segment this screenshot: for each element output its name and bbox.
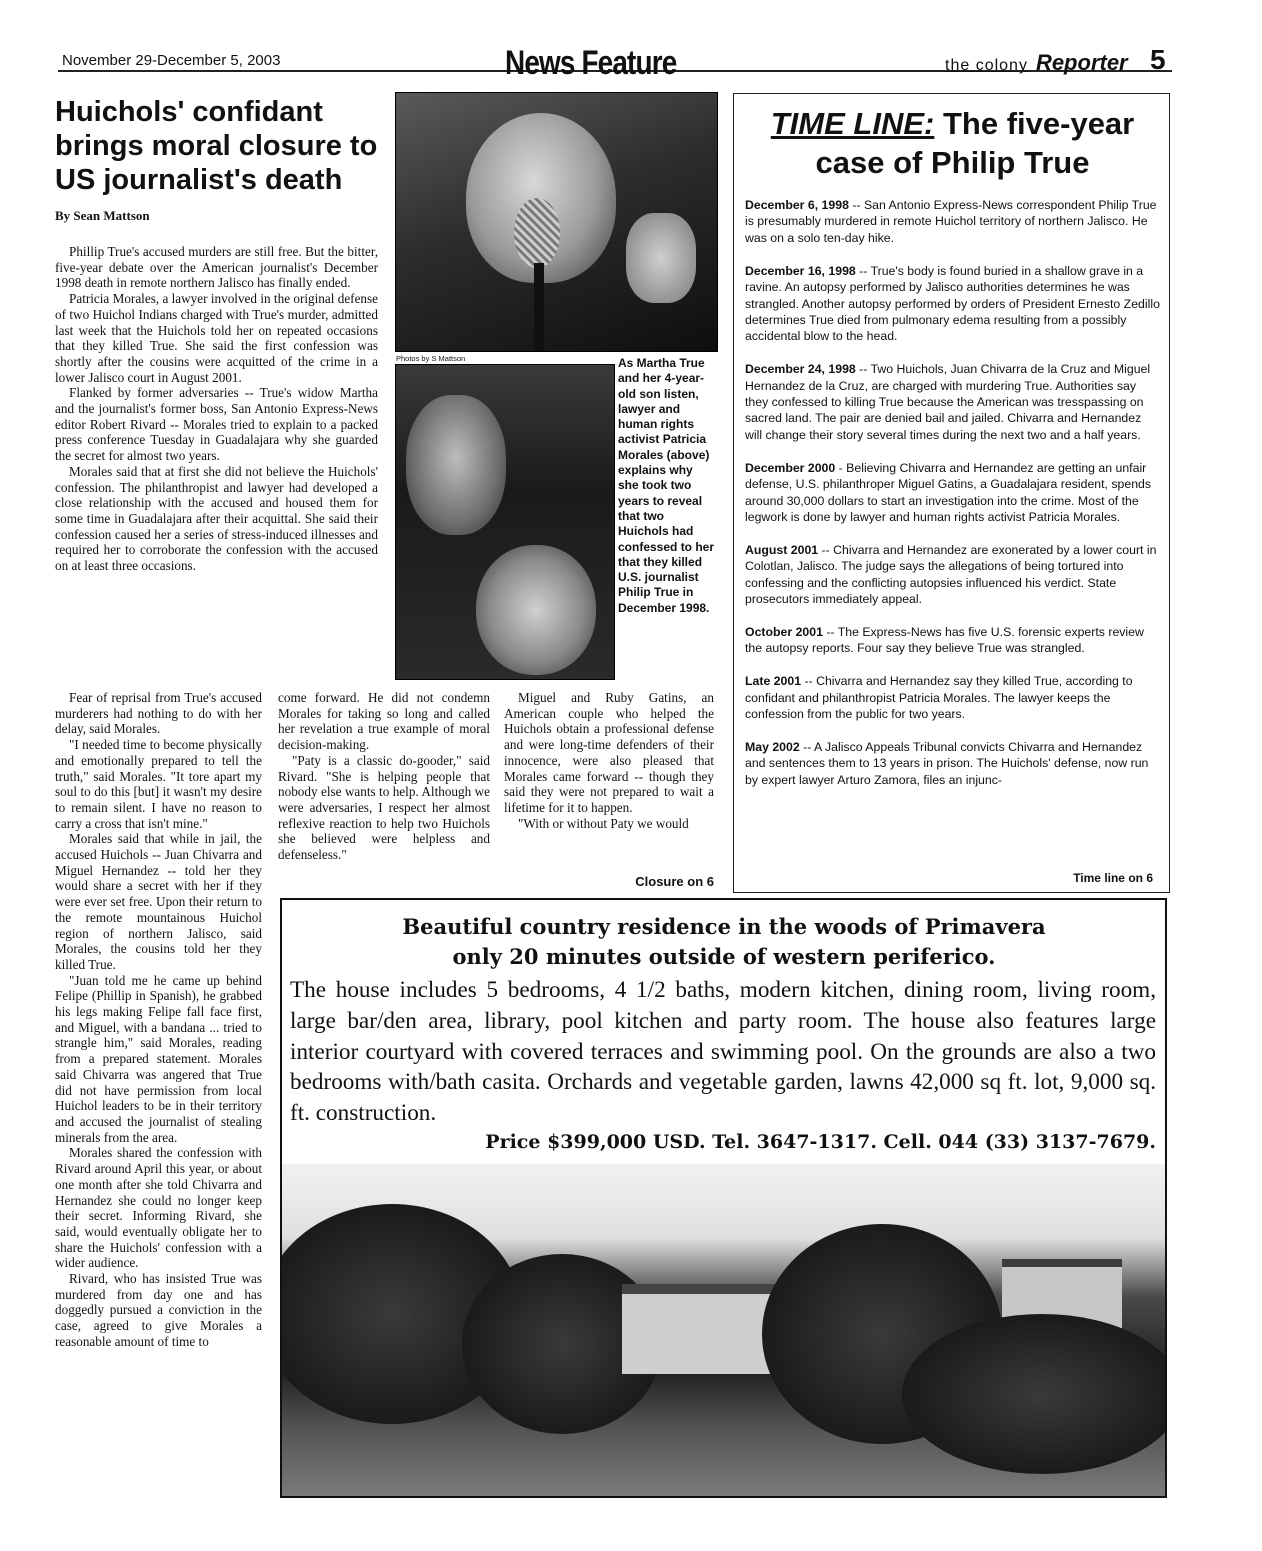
timeline-text: -- Chivarra and Hernandez are exonerated by a lower court in Colotlan, Jalisco. The judge says the allegations of being tortured into confessing and the conflicting autopsies influenced his verdict. State prosecutors immediately appeal. xyxy=(745,542,1157,607)
timeline-date: May 2002 xyxy=(745,740,800,755)
article-column-3 xyxy=(504,690,714,831)
timeline-date: December 16, 1998 xyxy=(745,263,856,278)
ad-body: The house includes 5 bedrooms, 4 1/2 baths, modern kitchen, dining room, living room, large bar/den area, library, pool kitchen and party room. The house also features large interior courtyard with covered terraces and swimming pool. On the grounds are also a two bedrooms with/bath casita. Orchards and vegetable garden, lawns 42,000 sq ft. lot, 9,000 sq. ft. construction. xyxy=(290,977,1156,1127)
photo-subject-woman xyxy=(406,395,506,535)
paper-prefix: the colony xyxy=(945,57,1028,74)
continued-jump: Closure on 6 xyxy=(635,874,714,889)
photo-caption: As Martha True and her 4-year-old son listen, lawyer and human rights activist Patricia Morales (above) explains why she took two years to reveal that two Huichols had confessed to her that they killed U.S. journalist Philip True in December 1998. xyxy=(618,356,715,615)
paragraph: "I needed time to become physically and emotionally prepared to tell the truth," said Morales. "It tore apart my soul to do this [but] it wasn't my desire to remain silent. I have no reason to carry a cross that isn't mine." xyxy=(55,737,262,831)
timeline-text: -- A Jalisco Appeals Tribunal convicts Chivarra and Hernandez and sentences them to 13 years in prison. The Huichols' defense, now run by expert lawyer Arturo Zamora, files an injunc- xyxy=(745,740,1149,787)
issue-date: November 29-December 5, 2003 xyxy=(62,52,281,69)
photo-morales-speaking xyxy=(395,92,718,352)
byline: By Sean Mattson xyxy=(55,208,150,223)
paper-name xyxy=(945,50,1128,76)
paper-title: Reporter xyxy=(1035,50,1128,75)
microphone-handle xyxy=(534,263,544,352)
timeline-entries xyxy=(745,197,1161,805)
timeline-text: -- San Antonio Express-News correspondent Philip True is presumably murdered in remote Huichol territory of northern Jalisco. He was on a solo ten-day hike. xyxy=(745,198,1157,245)
timeline-entry xyxy=(745,739,1161,788)
photo-subject-child xyxy=(476,545,596,675)
timeline-text: -- Chivarra and Hernandez say they killed True, according to confidant and philanthropist Patricia Morales. The lawyer keeps the confession from the public for two years. xyxy=(745,674,1133,722)
ad-house-photo xyxy=(282,1164,1165,1496)
timeline-entry xyxy=(745,542,1161,608)
paragraph: Morales said that while in jail, the accused Huichols -- Juan Chivarra and Miguel Hernandez -- told her they would share a secret with her if they were ever set free. Upon their return to the remote mountainous Huichol region of northern Jalisco, said Morales, the cousins told her they killed True. xyxy=(55,831,262,972)
timeline-heading: The five-year case of Philip True xyxy=(815,106,1135,180)
article-headline: Huichols' confidant brings moral closure to US journalist's death xyxy=(55,96,378,196)
paragraph: Phillip True's accused murders are still free. But the bitter, five-year debate over the American journalist's December 1998 death in remote northern Jalisco has finally ended. xyxy=(55,244,378,291)
timeline-date: Late 2001 xyxy=(745,674,802,689)
paragraph: "Juan told me he came up behind Felipe (Phillip in Spanish), he grabbed his legs making Felipe fall face first, and Miguel, with a bandana ... tried to strangle him," said Morales, reading from a prepared statement. Morales said Chivarra was angered that True did not have permission from local Huichol leaders to be in their territory and accused the journalist of stealing minerals from the area. xyxy=(55,972,262,1145)
ad-headline xyxy=(284,912,1164,972)
timeline-entry xyxy=(745,263,1161,345)
paragraph: "Paty is a classic do-gooder," said Rivard. "She is helping people that nobody else wants to help. Although we were adversaries, I respect her almost reflexive reaction to help two Huichols she believed were helpless and defenseless." xyxy=(278,752,490,863)
timeline-entry xyxy=(745,197,1161,246)
ad-price-contact: Price $399,000 USD. Tel. 3647-1317. Cell. 044 (33) 3137-7679. xyxy=(485,1131,1156,1153)
page-number: 5 xyxy=(1150,44,1166,75)
paragraph: Morales shared the confession with Rivard around April this year, or about one month after she told Chivarra and Hernandez she could no longer keep their secret. Informing Rivard, she said, would eventually obligate her to share the Huichols' confession with a wider audience. xyxy=(55,1145,262,1271)
timeline-label: TIME LINE: xyxy=(770,106,935,141)
timeline-date: December 2000 xyxy=(745,460,836,475)
timeline-date: August 2001 xyxy=(745,542,819,557)
article-column-1 xyxy=(55,690,262,1350)
timeline-text: -- Two Huichols, Juan Chivarra de la Cruz and Miguel Hernandez de la Cruz, are charged with murdering True. Authorities say they confessed to killing True because the American was tresspassing on sacred land. The pair are denied bail and jailed. Chivarra and Hernandez will change their story several times during the next two and a half years. xyxy=(745,362,1151,442)
photo-subject-hand xyxy=(626,213,696,303)
ad-headline-line: only 20 minutes outside of western periferico. xyxy=(452,944,996,969)
paragraph: Fear of reprisal from True's accused murderers had nothing to do with her delay, said Morales. xyxy=(55,690,262,737)
timeline-date: December 24, 1998 xyxy=(745,362,856,377)
microphone-icon xyxy=(514,198,560,268)
article-column-2 xyxy=(278,690,490,863)
ad-headline-line: Beautiful country residence in the woods of Primavera xyxy=(402,914,1046,939)
paragraph: Patricia Morales, a lawyer involved in the original defense of two Huichol Indians charged with True's murder, admitted last week that the Huichols told her on repeated occasions that they killed True. She said the first confession was shortly after the cousins were acquitted of the crime in a lower Jalisco court in August 2001. xyxy=(55,291,378,385)
timeline-entry xyxy=(745,361,1161,443)
timeline-text: -- The Express-News has five U.S. forensic experts review the autopsy reports. Four say they believe True was strangled. xyxy=(745,625,1144,656)
timeline-text: - Believing Chivarra and Hernandez are getting an unfair defense, U.S. philanthroper Miguel Gatins, a Guadalajara resident, spends around 30,000 dollars to start an investigation into the crime. Most of the legwork is done by lawyer and human rights activist Patricia Morales. xyxy=(745,460,1152,524)
timeline-entry xyxy=(745,673,1161,722)
paragraph: Morales said that at first she did not believe the Huichols' confession. The philanthropist and lawyer had developed a close relationship with the accused and housed them for some time in Guadalajara after their acquittal. She said their confession caused her a series of stress-induced illnesses and required her to corroborate the confession with the accused on at least three occasions. xyxy=(55,463,378,574)
paragraph: "With or without Paty we would xyxy=(518,815,689,831)
photo-widow-and-son xyxy=(395,364,615,680)
photo-tree xyxy=(902,1314,1165,1474)
photo-credit: Photos by S Mattson xyxy=(396,354,466,363)
paragraph: Miguel and Ruby Gatins, an American couple who helped the Huichols obtain a professional defense and were long-time defenders of their innocence, were also pleased that Morales came forward -- though they said they were not prepared to wait a lifetime for it to happen. xyxy=(504,690,714,815)
article-lead xyxy=(55,244,378,574)
paragraph: Rivard, who has insisted True was murdered from day one and has doggedly pursued a conviction in the case, agreed to give Morales a reasonable amount of time to xyxy=(55,1271,262,1349)
timeline-entry xyxy=(745,460,1161,526)
paragraph: Flanked by former adversaries -- True's widow Martha and the journalist's former boss, San Antonio Express-News editor Robert Rivard -- Morales tried to explain to a packed press conference Tuesday in Guadalajara why she guarded the secret for almost two years. xyxy=(55,385,378,464)
timeline-title xyxy=(745,104,1160,182)
timeline-entry xyxy=(745,624,1161,657)
timeline-date: October 2001 xyxy=(745,625,823,640)
timeline-text: -- True's body is found buried in a shallow grave in a ravine. An autopsy performed by Jalisco authorities determines he was strangled. Another autopsy performed by orders of President Ernesto Zedillo determines True died from pulmonary edema resulting from a possibly accidental blow to the head. xyxy=(745,263,1160,344)
timeline-jump: Time line on 6 xyxy=(1073,871,1153,885)
paragraph: come forward. He did not condemn Morales for taking so long and called her revelation a true example of moral decision-making. xyxy=(278,690,490,753)
timeline-date: December 6, 1998 xyxy=(745,198,849,212)
section-title: News Feature xyxy=(505,44,677,82)
